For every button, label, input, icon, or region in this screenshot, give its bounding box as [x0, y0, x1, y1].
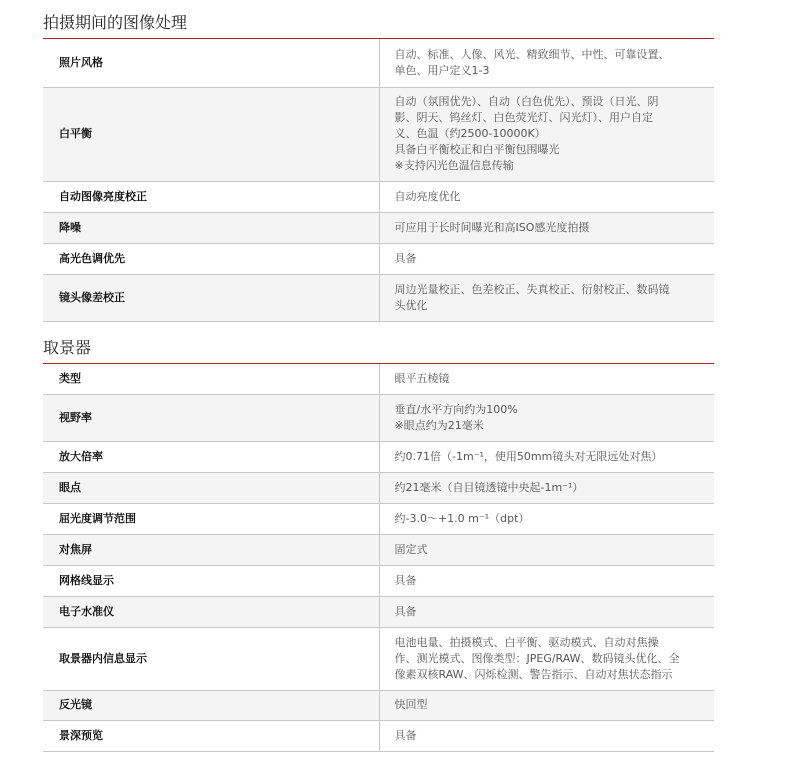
table-row [43, 274, 714, 321]
row-label: 屈光度调节范围 [43, 503, 379, 534]
row-label: 自动图像亮度校正 [43, 181, 379, 212]
row-value: 具备 [379, 243, 714, 274]
table-row [43, 472, 714, 503]
row-label: 照片风格 [43, 39, 379, 87]
row-label: 镜头像差校正 [43, 274, 379, 321]
row-label: 眼点 [43, 472, 379, 503]
row-label: 电子水准仪 [43, 596, 379, 627]
row-label: 景深预览 [43, 720, 379, 751]
table-row [43, 394, 714, 441]
row-label: 取景器内信息显示 [43, 627, 379, 690]
row-value: 约0.71倍（-1m⁻¹，使用50mm镜头对无限远处对焦） [379, 441, 714, 472]
row-value: 自动、标准、人像、风光、精致细节、中性、可靠设置、 单色、用户定义1-3 [379, 39, 714, 87]
row-label: 高光色调优先 [43, 243, 379, 274]
section-image-processing [43, 12, 714, 322]
table-row [43, 39, 714, 87]
table-row [43, 565, 714, 596]
row-label: 网格线显示 [43, 565, 379, 596]
section-viewfinder [43, 337, 714, 752]
spec-table [43, 39, 714, 322]
row-value: 具备 [379, 720, 714, 751]
table-row [43, 243, 714, 274]
table-row [43, 627, 714, 690]
row-value: 快回型 [379, 690, 714, 720]
section-title: 取景器 [43, 337, 714, 364]
row-label: 白平衡 [43, 87, 379, 181]
row-value: 周边光量校正、色差校正、失真校正、衍射校正、数码镜 头优化 [379, 274, 714, 321]
row-label: 类型 [43, 364, 379, 394]
row-value: 自动（氛围优先）、自动（白色优先）、预设（日光、阴 影、阴天、钨丝灯、白色荧光灯、闪光灯）、用户自定 义、色温（约2500-10000K） 具备白平衡校正和白平衡包围曝光 ※支持闪光色温信息传输 [379, 87, 714, 181]
table-row [43, 87, 714, 181]
row-label: 放大倍率 [43, 441, 379, 472]
table-row [43, 441, 714, 472]
table-row [43, 181, 714, 212]
row-label: 反光镜 [43, 690, 379, 720]
row-label: 视野率 [43, 394, 379, 441]
table-row [43, 364, 714, 394]
table-row [43, 596, 714, 627]
row-label: 降噪 [43, 212, 379, 243]
table-row [43, 534, 714, 565]
row-value: 约21毫米（自目镜透镜中央起-1m⁻¹） [379, 472, 714, 503]
row-value: 眼平五棱镜 [379, 364, 714, 394]
row-value: 自动亮度优化 [379, 181, 714, 212]
row-label: 对焦屏 [43, 534, 379, 565]
row-value: 垂直/水平方向约为100% ※眼点约为21毫米 [379, 394, 714, 441]
row-value: 具备 [379, 565, 714, 596]
row-value: 可应用于长时间曝光和高ISO感光度拍摄 [379, 212, 714, 243]
table-row [43, 503, 714, 534]
spec-table [43, 364, 714, 752]
row-value: 具备 [379, 596, 714, 627]
row-value: 电池电量、拍摄模式、白平衡、驱动模式、自动对焦操 作、测光模式、图像类型：JPEG/RAW、数码镜头优化、全 像素双核RAW、闪烁检测、警告指示、自动对焦状态指示 [379, 627, 714, 690]
table-row [43, 690, 714, 720]
table-row [43, 720, 714, 751]
row-value: 约-3.0～+1.0 m⁻¹（dpt） [379, 503, 714, 534]
section-title: 拍摄期间的图像处理 [43, 12, 714, 39]
table-row [43, 212, 714, 243]
row-value: 固定式 [379, 534, 714, 565]
